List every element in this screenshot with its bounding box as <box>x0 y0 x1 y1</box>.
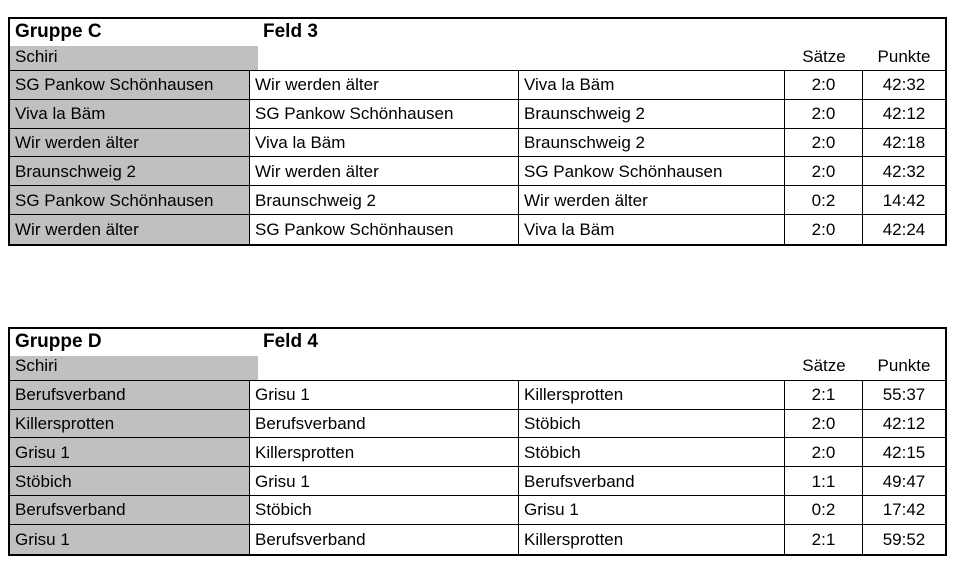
schiri-cell: Berufsverband <box>10 496 250 524</box>
punkte-cell: 42:15 <box>882 442 926 462</box>
empty-cell <box>785 329 863 356</box>
empty-cell <box>250 356 519 380</box>
saetze-cell: 0:2 <box>785 496 863 524</box>
group-c-table <box>8 17 947 246</box>
schiri-cell: SG Pankow Schönhausen <box>10 71 250 99</box>
schiri-cell: Grisu 1 <box>10 438 250 466</box>
schiri-label: Schiri <box>15 46 58 66</box>
punkte-cell: 55:37 <box>882 385 926 405</box>
match-row <box>10 410 945 439</box>
team-b-cell: Berufsverband <box>519 467 785 495</box>
team-b-cell: Stöbich <box>519 410 785 438</box>
team-a-cell: SG Pankow Schönhausen <box>250 215 519 244</box>
schiri-cell: SG Pankow Schönhausen <box>10 186 250 214</box>
schiri-cell: Grisu 1 <box>10 525 250 554</box>
match-row <box>10 71 945 100</box>
punkte-cell: 14:42 <box>882 190 926 210</box>
team-a-cell: Berufsverband <box>250 525 519 554</box>
empty-cell <box>519 356 785 380</box>
match-row <box>10 100 945 129</box>
schiri-cell: Wir werden älter <box>10 215 250 244</box>
team-b-cell: Wir werden älter <box>519 186 785 214</box>
empty-cell <box>519 19 785 46</box>
saetze-cell: 2:0 <box>785 129 863 157</box>
schiri-label: Schiri <box>15 356 58 376</box>
saetze-cell: 0:2 <box>785 186 863 214</box>
field-title: Feld 3 <box>263 21 318 43</box>
punkte-cell: 42:18 <box>882 133 926 153</box>
punkte-cell: 42:12 <box>882 104 926 124</box>
empty-cell <box>863 19 945 46</box>
team-b-cell: Grisu 1 <box>519 496 785 524</box>
table-title-row <box>10 329 945 356</box>
punkte-cell: 42:32 <box>882 75 926 95</box>
schiri-cell: Berufsverband <box>10 381 250 409</box>
saetze-cell: 2:1 <box>785 525 863 554</box>
saetze-cell: 1:1 <box>785 467 863 495</box>
team-a-cell: Grisu 1 <box>250 381 519 409</box>
team-a-cell: Grisu 1 <box>250 467 519 495</box>
schiri-cell: Braunschweig 2 <box>10 157 250 185</box>
punkte-header: Punkte <box>877 46 931 66</box>
saetze-cell: 2:0 <box>785 100 863 128</box>
team-a-cell: Killersprotten <box>250 438 519 466</box>
empty-cell <box>863 329 945 356</box>
team-b-cell: Killersprotten <box>519 525 785 554</box>
team-b-cell: Stöbich <box>519 438 785 466</box>
team-a-cell: Wir werden älter <box>250 157 519 185</box>
group-title: Gruppe C <box>15 21 102 43</box>
team-b-cell: Braunschweig 2 <box>519 129 785 157</box>
table-header-row <box>10 356 945 381</box>
schiri-cell: Viva la Bäm <box>10 100 250 128</box>
empty-cell <box>785 19 863 46</box>
table-header-row <box>10 46 945 71</box>
match-row <box>10 129 945 158</box>
match-row <box>10 186 945 215</box>
team-a-cell: Viva la Bäm <box>250 129 519 157</box>
empty-cell <box>519 46 785 70</box>
punkte-cell: 59:52 <box>882 530 926 550</box>
match-row <box>10 381 945 410</box>
saetze-header: Sätze <box>802 46 846 66</box>
schiri-cell: Killersprotten <box>10 410 250 438</box>
team-b-cell: SG Pankow Schönhausen <box>519 157 785 185</box>
saetze-header: Sätze <box>802 356 846 376</box>
team-a-cell: Stöbich <box>250 496 519 524</box>
empty-cell <box>519 329 785 356</box>
punkte-cell: 42:24 <box>882 220 926 240</box>
saetze-cell: 2:0 <box>785 438 863 466</box>
match-row <box>10 496 945 525</box>
match-row <box>10 157 945 186</box>
match-row <box>10 525 945 554</box>
match-row <box>10 438 945 467</box>
schiri-cell: Stöbich <box>10 467 250 495</box>
team-a-cell: Braunschweig 2 <box>250 186 519 214</box>
team-b-cell: Viva la Bäm <box>519 215 785 244</box>
team-b-cell: Viva la Bäm <box>519 71 785 99</box>
punkte-cell: 42:32 <box>882 161 926 181</box>
field-title: Feld 4 <box>263 331 318 353</box>
team-a-cell: Berufsverband <box>250 410 519 438</box>
team-b-cell: Braunschweig 2 <box>519 100 785 128</box>
table-title-row <box>10 19 945 46</box>
punkte-cell: 42:12 <box>882 414 926 434</box>
match-row <box>10 215 945 244</box>
group-d-table <box>8 327 947 556</box>
team-b-cell: Killersprotten <box>519 381 785 409</box>
saetze-cell: 2:1 <box>785 381 863 409</box>
team-a-cell: SG Pankow Schönhausen <box>250 100 519 128</box>
match-row <box>10 467 945 496</box>
saetze-cell: 2:0 <box>785 215 863 244</box>
empty-cell <box>250 46 519 70</box>
saetze-cell: 2:0 <box>785 410 863 438</box>
punkte-cell: 49:47 <box>882 471 926 491</box>
group-title: Gruppe D <box>15 331 102 353</box>
schiri-cell: Wir werden älter <box>10 129 250 157</box>
punkte-header: Punkte <box>877 356 931 376</box>
team-a-cell: Wir werden älter <box>250 71 519 99</box>
saetze-cell: 2:0 <box>785 157 863 185</box>
punkte-cell: 17:42 <box>882 500 926 520</box>
saetze-cell: 2:0 <box>785 71 863 99</box>
